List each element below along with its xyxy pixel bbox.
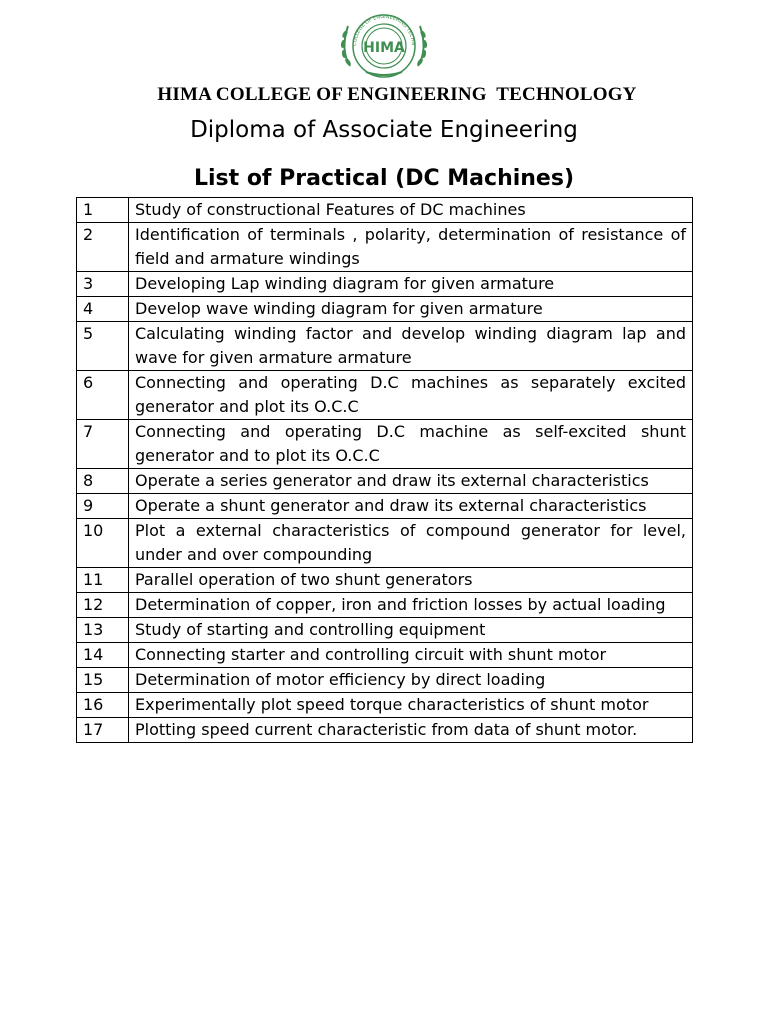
practical-number: 17 bbox=[77, 718, 129, 743]
practical-title: Operate a shunt generator and draw its external characteristics bbox=[129, 494, 693, 519]
table-row bbox=[77, 568, 693, 593]
table-row bbox=[77, 223, 693, 272]
practical-title: Connecting starter and controlling circuit with shunt motor bbox=[129, 643, 693, 668]
practical-number: 16 bbox=[77, 693, 129, 718]
practical-title: Parallel operation of two shunt generators bbox=[129, 568, 693, 593]
table-row bbox=[77, 272, 693, 297]
practical-number: 2 bbox=[77, 223, 129, 272]
practical-title: Connecting and operating D.C machine as self-excited shunt generator and to plot its O.C.C bbox=[129, 420, 693, 469]
practical-title: Determination of motor efficiency by direct loading bbox=[129, 668, 693, 693]
table-row bbox=[77, 593, 693, 618]
college-name: HIMA COLLEGE OF ENGINEERING TECHNOLOGY bbox=[157, 84, 637, 105]
list-title: List of Practical (DC Machines) bbox=[193, 166, 574, 191]
practical-title: Developing Lap winding diagram for given armature bbox=[129, 272, 693, 297]
table-row bbox=[77, 668, 693, 693]
table-row bbox=[77, 643, 693, 668]
practical-number: 13 bbox=[77, 618, 129, 643]
practical-number: 11 bbox=[77, 568, 129, 593]
practical-number: 1 bbox=[77, 198, 129, 223]
practical-title: Plot a external characteristics of compound generator for level, under and over compounding bbox=[129, 519, 693, 568]
practical-number: 4 bbox=[77, 297, 129, 322]
practical-number: 10 bbox=[77, 519, 129, 568]
practical-title: Study of starting and controlling equipment bbox=[129, 618, 693, 643]
practical-number: 7 bbox=[77, 420, 129, 469]
table-row bbox=[77, 618, 693, 643]
practical-number: 6 bbox=[77, 371, 129, 420]
table-row bbox=[77, 693, 693, 718]
practicals-table bbox=[76, 197, 693, 743]
practical-number: 15 bbox=[77, 668, 129, 693]
practical-number: 14 bbox=[77, 643, 129, 668]
svg-text:COLLEGE OF ENGINEERING TECHNOL: COLLEGE OF ENGINEERING TECHN bbox=[351, 13, 417, 47]
practical-number: 12 bbox=[77, 593, 129, 618]
table-row bbox=[77, 718, 693, 743]
practical-title: Calculating winding factor and develop winding diagram lap and wave for given armature armature bbox=[129, 322, 693, 371]
practical-number: 9 bbox=[77, 494, 129, 519]
practical-title: Connecting and operating D.C machines as separately excited generator and plot its O.C.C bbox=[129, 371, 693, 420]
program-title: Diploma of Associate Engineering bbox=[190, 117, 578, 143]
table-row bbox=[77, 420, 693, 469]
practical-title: Study of constructional Features of DC machines bbox=[129, 198, 693, 223]
table-row bbox=[77, 322, 693, 371]
practical-title: Operate a series generator and draw its external characteristics bbox=[129, 469, 693, 494]
practical-number: 5 bbox=[77, 322, 129, 371]
table-row bbox=[77, 519, 693, 568]
practical-title: Identification of terminals , polarity, determination of resistance of field and armature windings bbox=[129, 223, 693, 272]
college-logo bbox=[336, 12, 432, 80]
practical-title: Determination of copper, iron and friction losses by actual loading bbox=[129, 593, 693, 618]
practical-title: Plotting speed current characteristic from data of shunt motor. bbox=[129, 718, 693, 743]
table-row bbox=[77, 371, 693, 420]
table-row bbox=[77, 469, 693, 494]
practical-title: Develop wave winding diagram for given armature bbox=[129, 297, 693, 322]
table-row bbox=[77, 198, 693, 223]
table-row bbox=[77, 494, 693, 519]
practical-number: 3 bbox=[77, 272, 129, 297]
svg-text:HIMA: HIMA bbox=[363, 40, 405, 56]
practical-title: Experimentally plot speed torque characteristics of shunt motor bbox=[129, 693, 693, 718]
table-row bbox=[77, 297, 693, 322]
practical-number: 8 bbox=[77, 469, 129, 494]
